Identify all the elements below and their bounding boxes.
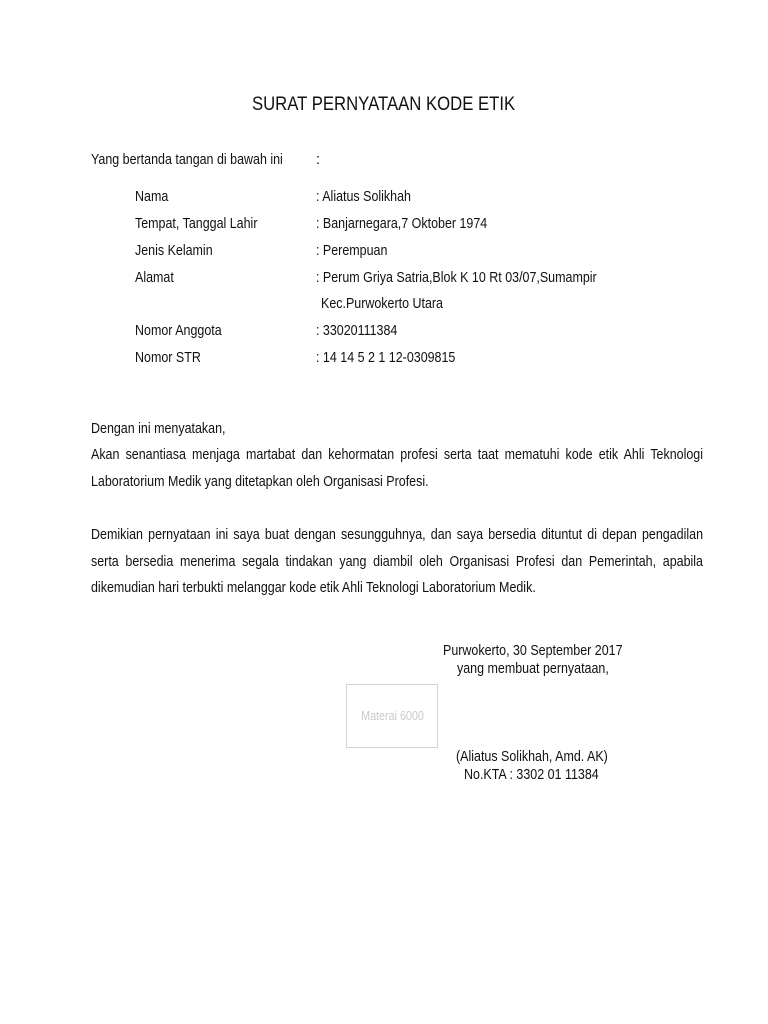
signer-kta [464, 766, 621, 784]
paragraph-line [91, 442, 703, 469]
document-title-text: SURAT PERNYATAAN KODE ETIK [252, 94, 516, 115]
signer-name [456, 748, 633, 766]
field-label-text: Nomor Anggota [135, 323, 222, 339]
paragraph-line [91, 469, 703, 496]
paragraph-line-text: dikemudian hari terbukti melanggar kode etik Ahli Teknologi Laboratorium Medik. [91, 580, 536, 596]
field-value-alamat [316, 269, 642, 287]
statement-heading-text: Dengan ini menyatakan, [91, 421, 226, 437]
statement-heading [91, 420, 247, 438]
stamp-placeholder [346, 684, 438, 748]
statement-paragraph [91, 442, 703, 495]
field-value-text: Kec.Purwokerto Utara [321, 296, 443, 312]
closing-paragraph [91, 522, 703, 602]
field-label-nomor-str [135, 349, 212, 367]
stamp-label: Materai 6000 [360, 709, 424, 723]
field-value-text: : Perempuan [316, 243, 388, 259]
field-value-ttl [316, 215, 515, 233]
paragraph-line-text: serta bersedia menerima segala tindakan yang diambil oleh Organisasi Profesi dan Pemerintah, apabila [91, 553, 703, 570]
field-label-text: Tempat, Tanggal Lahir [135, 216, 258, 232]
intro-colon [316, 151, 320, 169]
field-value-jenis-kelamin [316, 242, 399, 260]
document-title [0, 94, 768, 116]
intro-label-text: Yang bertanda tangan di bawah ini [91, 152, 283, 168]
paragraph-line-text: Demikian pernyataan ini saya buat dengan sesungguhnya, dan saya bersedia dituntut di depan pengadilan [91, 527, 703, 543]
field-label-text: Jenis Kelamin [135, 243, 213, 259]
intro-label [91, 151, 314, 169]
paragraph-line [91, 522, 703, 549]
place-date [443, 642, 652, 660]
field-label-jenis-kelamin [135, 242, 225, 260]
intro-colon-text: : [316, 152, 321, 168]
paragraph-line [91, 549, 703, 576]
field-label-nama [135, 188, 174, 206]
place-date-text: Purwokerto, 30 September 2017 [443, 643, 623, 659]
field-value-nomor-anggota [316, 322, 411, 340]
signer-kta-text: No.KTA : 3302 01 11384 [464, 767, 599, 783]
field-value-nama [316, 188, 426, 206]
field-label-text: Alamat [135, 270, 174, 286]
signer-caption-text: yang membuat pernyataan, [457, 661, 609, 677]
field-value-text: : Perum Griya Satria,Blok K 10 Rt 03/07,Sumampir [316, 270, 597, 286]
paragraph-line [91, 575, 703, 602]
field-label-text: Nomor STR [135, 350, 201, 366]
field-value-nomor-str [316, 349, 478, 367]
signer-caption [457, 660, 634, 678]
field-value-text: : 14 14 5 2 1 12-0309815 [316, 350, 456, 366]
field-label-alamat [135, 269, 180, 287]
field-value-text: : Aliatus Solikhah [316, 189, 411, 205]
field-label-text: Nama [135, 189, 169, 205]
field-label-nomor-anggota [135, 322, 236, 340]
field-label-ttl [135, 215, 277, 233]
paragraph-line-text: Akan senantiasa menjaga martabat dan kehormatan profesi serta taat mematuhi kode etik Ahli Teknologi [91, 447, 703, 463]
field-value-text: : Banjarnegara,7 Oktober 1974 [316, 216, 488, 232]
field-value-alamat-cont [321, 295, 463, 313]
signer-name-text: (Aliatus Solikhah, Amd. AK) [456, 749, 608, 765]
field-value-text: : 33020111384 [316, 323, 398, 339]
paragraph-line-text: Laboratorium Medik yang ditetapkan oleh Organisasi Profesi. [91, 473, 429, 490]
